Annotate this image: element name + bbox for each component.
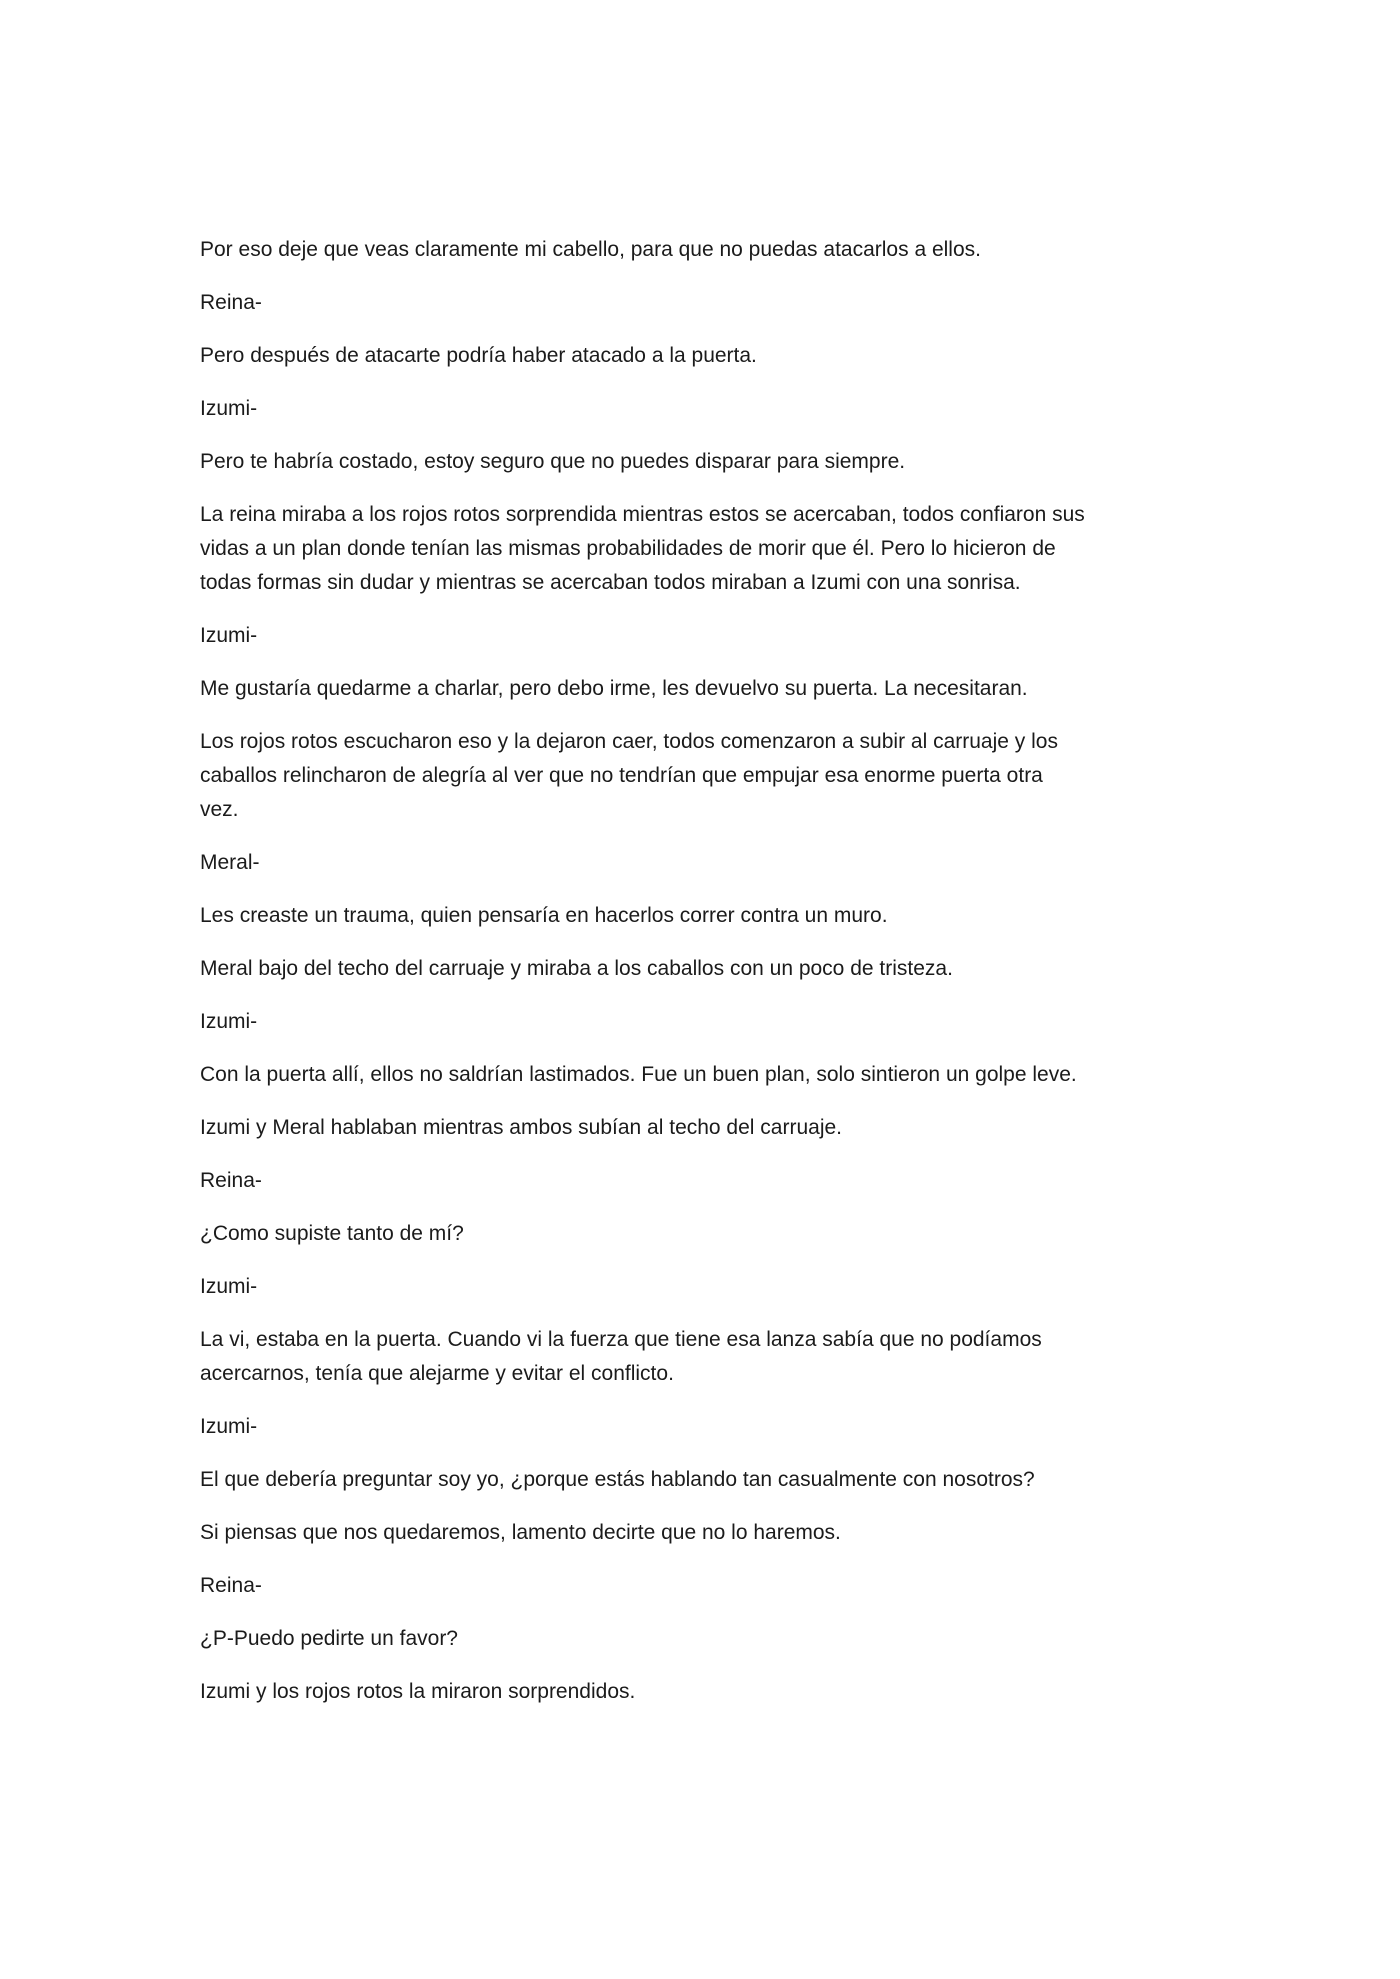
text-line: vidas a un plan donde tenían las mismas probabilidades de morir que él. Pero lo hicieron de	[200, 537, 1056, 560]
text-line: Por eso deje que veas claramente mi cabello, para que no puedas atacarlos a ellos.	[200, 238, 981, 261]
paragraph	[200, 498, 1210, 600]
speaker-tag	[200, 1164, 1210, 1198]
speaker-name: Izumi-	[200, 1010, 258, 1033]
paragraph	[200, 1323, 1210, 1391]
text-line: ¿P-Puedo pedirte un favor?	[200, 1627, 458, 1650]
paragraph	[200, 339, 1210, 373]
document-body	[200, 233, 1210, 1728]
paragraph	[200, 1217, 1210, 1251]
paragraph	[200, 1516, 1210, 1550]
text-line: caballos relincharon de alegría al ver que no tendrían que empujar esa enorme puerta otra	[200, 764, 1043, 787]
speaker-name: Reina-	[200, 291, 262, 314]
speaker-name: Reina-	[200, 1169, 262, 1192]
paragraph	[200, 1058, 1210, 1092]
speaker-name: Izumi-	[200, 397, 258, 420]
text-line: vez.	[200, 798, 239, 821]
text-line: Meral bajo del techo del carruaje y miraba a los caballos con un poco de tristeza.	[200, 957, 953, 980]
text-line: El que debería preguntar soy yo, ¿porque estás hablando tan casualmente con nosotros?	[200, 1468, 1035, 1491]
text-line: Les creaste un trauma, quien pensaría en hacerlos correr contra un muro.	[200, 904, 888, 927]
speaker-tag	[200, 619, 1210, 653]
speaker-tag	[200, 286, 1210, 320]
text-line: Pero te habría costado, estoy seguro que no puedes disparar para siempre.	[200, 450, 906, 473]
paragraph	[200, 1622, 1210, 1656]
text-line: Con la puerta allí, ellos no saldrían lastimados. Fue un buen plan, solo sintieron un golpe leve.	[200, 1063, 1077, 1086]
text-line: ¿Como supiste tanto de mí?	[200, 1222, 464, 1245]
paragraph	[200, 445, 1210, 479]
text-line: La vi, estaba en la puerta. Cuando vi la fuerza que tiene esa lanza sabía que no podíamos	[200, 1328, 1042, 1351]
paragraph	[200, 725, 1210, 827]
speaker-name: Izumi-	[200, 1415, 258, 1438]
speaker-name: Meral-	[200, 851, 260, 874]
speaker-name: Izumi-	[200, 624, 258, 647]
paragraph	[200, 899, 1210, 933]
text-line: Pero después de atacarte podría haber atacado a la puerta.	[200, 344, 757, 367]
text-line: Izumi y los rojos rotos la miraron sorprendidos.	[200, 1680, 636, 1703]
speaker-tag	[200, 846, 1210, 880]
paragraph	[200, 1463, 1210, 1497]
text-line: Si piensas que nos quedaremos, lamento decirte que no lo haremos.	[200, 1521, 841, 1544]
paragraph	[200, 1675, 1210, 1709]
speaker-name: Reina-	[200, 1574, 262, 1597]
text-line: La reina miraba a los rojos rotos sorprendida mientras estos se acercaban, todos confiaron sus	[200, 503, 1085, 526]
paragraph	[200, 952, 1210, 986]
text-line: todas formas sin dudar y mientras se acercaban todos miraban a Izumi con una sonrisa.	[200, 571, 1021, 594]
paragraph	[200, 1111, 1210, 1145]
text-line: Los rojos rotos escucharon eso y la dejaron caer, todos comenzaron a subir al carruaje y los	[200, 730, 1058, 753]
speaker-tag	[200, 1410, 1210, 1444]
speaker-tag	[200, 392, 1210, 426]
text-line: Me gustaría quedarme a charlar, pero debo irme, les devuelvo su puerta. La necesitaran.	[200, 677, 1028, 700]
speaker-tag	[200, 1270, 1210, 1304]
speaker-tag	[200, 1005, 1210, 1039]
speaker-name: Izumi-	[200, 1275, 258, 1298]
text-line: Izumi y Meral hablaban mientras ambos subían al techo del carruaje.	[200, 1116, 842, 1139]
text-line: acercarnos, tenía que alejarme y evitar el conflicto.	[200, 1362, 674, 1385]
paragraph	[200, 233, 1210, 267]
paragraph	[200, 672, 1210, 706]
speaker-tag	[200, 1569, 1210, 1603]
